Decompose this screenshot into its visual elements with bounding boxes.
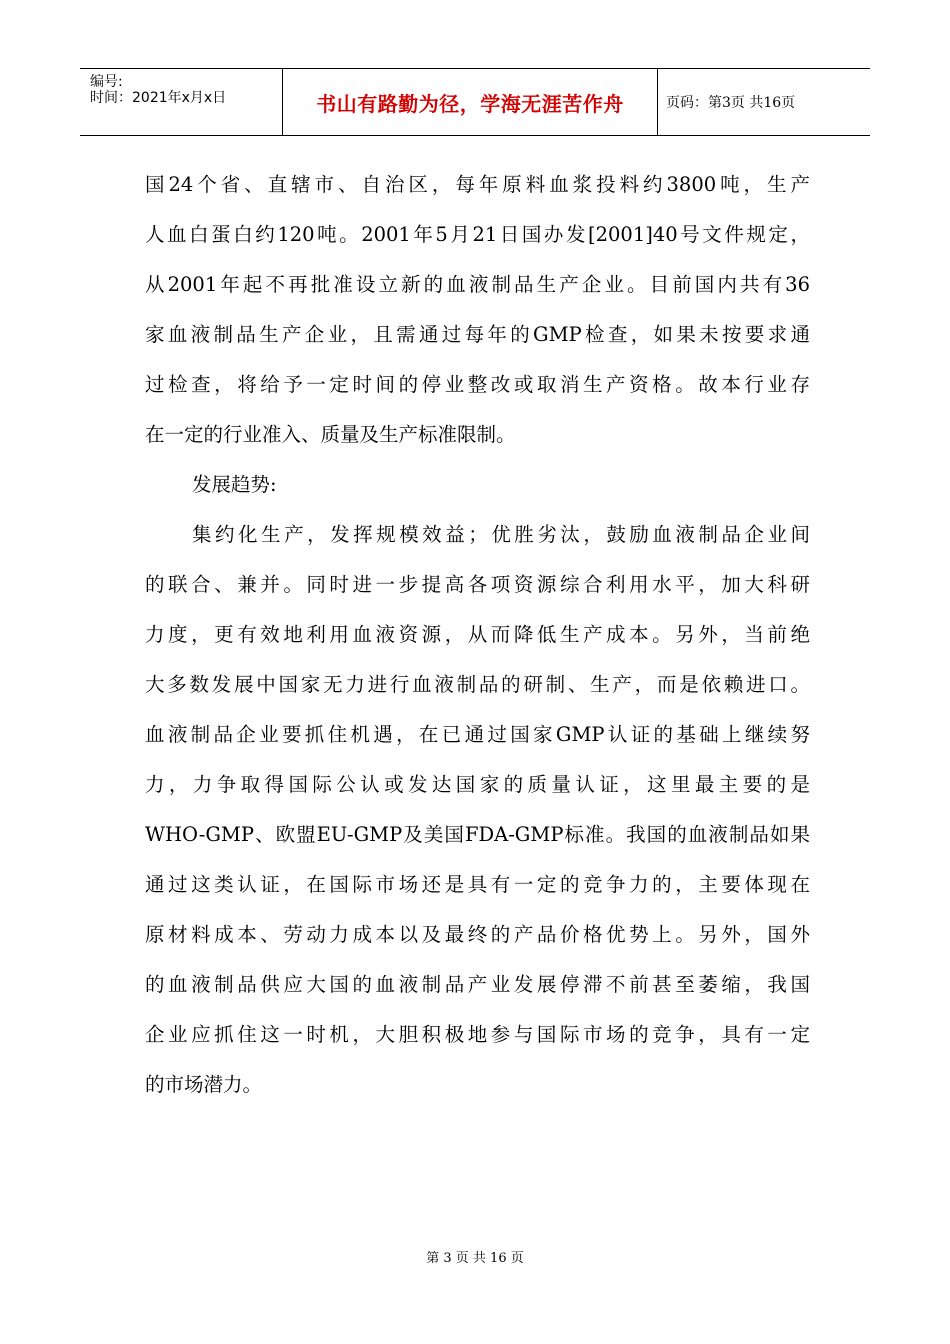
body-line: 力度，更有效地利用血液资源，从而降低生产成本。另外，当前绝 <box>145 623 810 646</box>
header-motto: 书山有路勤为径，学海无涯苦作舟 <box>316 91 624 116</box>
body-line: 在一定的行业准入、质量及生产标准限制。 <box>145 423 516 446</box>
body-line: 从2001年起不再批准设立新的血液制品生产企业。目前国内共有36 <box>145 273 810 296</box>
body-line: 的联合、兼并。同时进一步提高各项资源综合利用水平，加大科研 <box>145 573 810 596</box>
body-line: 力，力争取得国际公认或发达国家的质量认证，这里最主要的是 <box>145 773 810 796</box>
body-line: 大多数发展中国家无力进行血液制品的研制、生产，而是依赖进口。 <box>145 673 810 696</box>
body-line: 人血白蛋白约120吨。2001年5月21日国办发[2001]40号文件规定， <box>145 223 810 246</box>
document-date-label: 时间：2021年x月x日 <box>90 90 227 106</box>
header-table <box>80 68 870 136</box>
body-line: 家血液制品生产企业，且需通过每年的GMP检查，如果未按要求通 <box>145 323 810 346</box>
section-heading: 发展趋势: <box>192 473 277 496</box>
body-line: 国24个省、直辖市、自治区，每年原料血浆投料约3800吨，生产 <box>145 173 810 196</box>
body-line: 原材料成本、劳动力成本以及最终的产品价格优势上。另外，国外 <box>145 923 810 946</box>
document-number-label: 编号: <box>90 74 123 90</box>
header-page-info: 页码：第3页 共16页 <box>666 95 796 111</box>
body-line: 的血液制品供应大国的血液制品产业发展停滞不前甚至萎缩，我国 <box>145 973 810 996</box>
body-line: 集约化生产，发挥规模效益；优胜劣汰，鼓励血液制品企业间 <box>192 523 810 546</box>
body-line: 企业应抓住这一时机，大胆积极地参与国际市场的竞争，具有一定 <box>145 1023 810 1046</box>
body-line: WHO-GMP、欧盟EU-GMP及美国FDA-GMP标准。我国的血液制品如果 <box>145 823 810 846</box>
document-body <box>145 160 810 1110</box>
header-meta-cell <box>80 69 283 135</box>
page-footer: 第 3 页 共 16 页 <box>426 1251 524 1266</box>
body-line: 过检查，将给予一定时间的停业整改或取消生产资格。故本行业存 <box>145 373 810 396</box>
body-line: 血液制品企业要抓住机遇，在已通过国家GMP认证的基础上继续努 <box>145 723 810 746</box>
header-motto-cell <box>283 69 658 135</box>
body-line: 的市场潜力。 <box>145 1073 263 1096</box>
body-line: 通过这类认证，在国际市场还是具有一定的竞争力的，主要体现在 <box>145 873 810 896</box>
